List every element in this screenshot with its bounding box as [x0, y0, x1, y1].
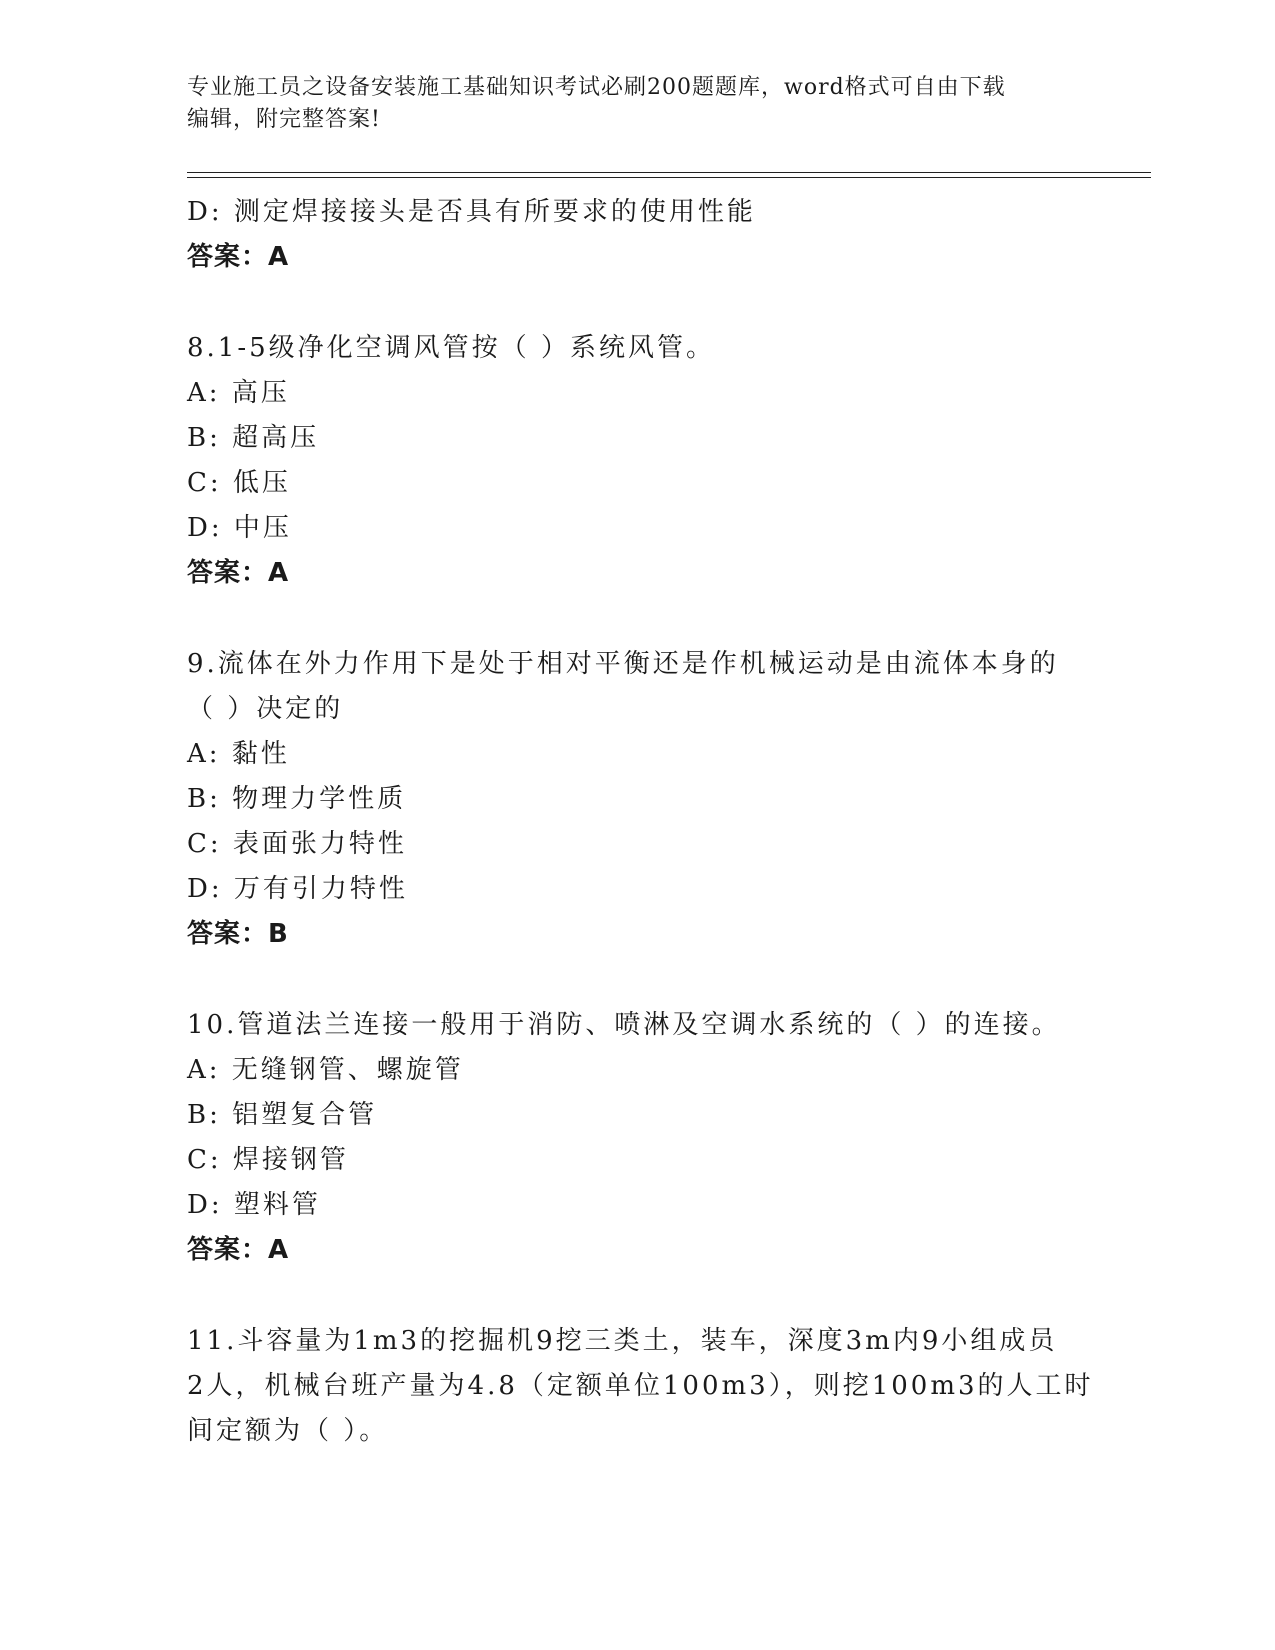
- header-line-2: 编辑，附完整答案!: [187, 107, 381, 132]
- option-d: D: 万有引力特性: [187, 874, 408, 904]
- option-d: D: 中压: [187, 513, 292, 543]
- header-line-1: 专业施工员之设备安装施工基础知识考试必刷200题题库，word格式可自由下载: [187, 75, 1006, 100]
- question-list: [187, 190, 1094, 1454]
- question-9: [187, 642, 1087, 957]
- question-stem-line-3: 间定额为（ ）。: [187, 1416, 389, 1446]
- question-8: [187, 326, 1087, 596]
- option-a: A: 无缝钢管、螺旋管: [187, 1055, 464, 1085]
- option-d: D: 塑料管: [187, 1190, 321, 1220]
- question-stem-line-2: 2人，机械台班产量为4.8（定额单位100m3），则挖100m3的人工时: [187, 1371, 1094, 1401]
- question-stem-line-1: 9.流体在外力作用下是处于相对平衡还是作机械运动是由流体本身的: [187, 649, 1059, 679]
- question-stem: 10.管道法兰连接一般用于消防、喷淋及空调水系统的（ ）的连接。: [187, 1010, 1061, 1040]
- option-b: B: 铝塑复合管: [187, 1100, 378, 1130]
- option-d: D: 测定焊接接头是否具有所要求的使用性能: [187, 197, 756, 227]
- header-divider-bottom: [187, 177, 1151, 178]
- question-11: [187, 1319, 1094, 1454]
- option-c: C: 低压: [187, 468, 291, 498]
- answer: 答案：A: [187, 558, 290, 588]
- answer: 答案：A: [187, 242, 290, 272]
- question-7: [187, 190, 1087, 280]
- answer: 答案：A: [187, 1235, 290, 1265]
- question-10: [187, 1003, 1087, 1273]
- question-stem-line-1: 11.斗容量为1m3的挖掘机9挖三类土，装车，深度3m内9小组成员: [187, 1326, 1058, 1356]
- option-b: B: 物理力学性质: [187, 784, 407, 814]
- option-b: B: 超高压: [187, 423, 320, 453]
- option-a: A: 黏性: [187, 739, 290, 769]
- option-c: C: 焊接钢管: [187, 1145, 349, 1175]
- option-a: A: 高压: [187, 378, 290, 408]
- document-header: [187, 72, 1087, 136]
- answer: 答案：B: [187, 919, 289, 949]
- question-stem: 8.1-5级净化空调风管按（ ）系统风管。: [187, 333, 715, 363]
- option-c: C: 表面张力特性: [187, 829, 407, 859]
- header-divider-top: [187, 172, 1151, 173]
- question-stem-line-2: （ ）决定的: [187, 694, 344, 724]
